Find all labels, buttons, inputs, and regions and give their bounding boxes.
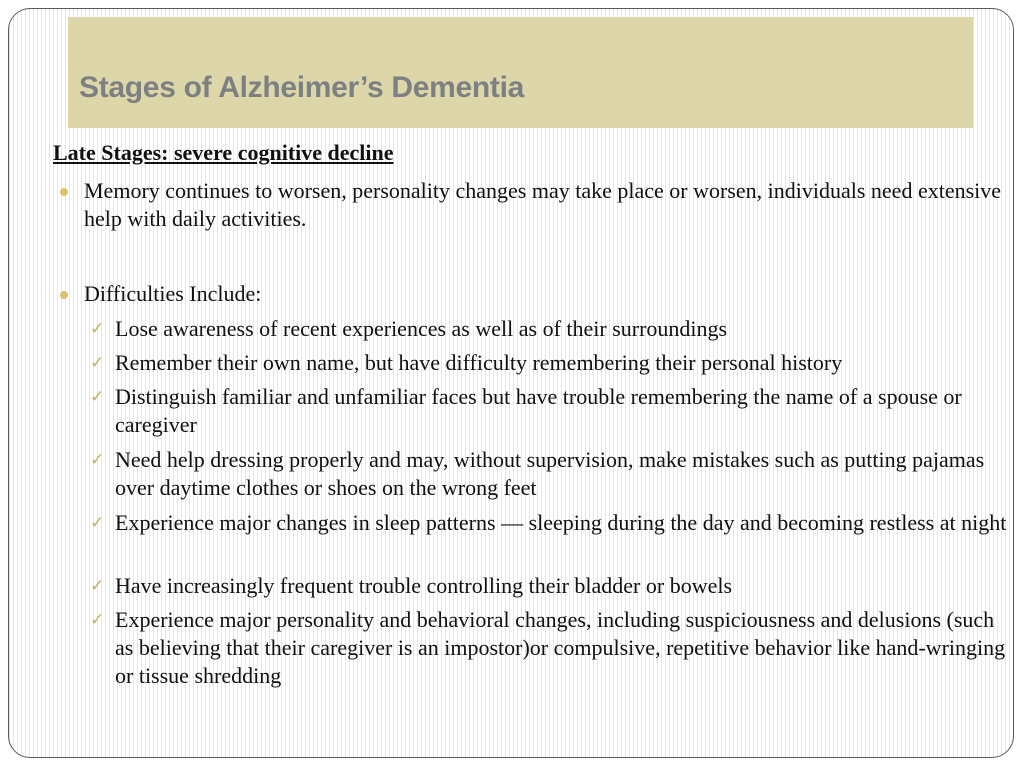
checkmark-icon: ✓: [90, 353, 105, 373]
slide-title: Stages of Alzheimer’s Dementia: [79, 71, 525, 104]
checkmark-icon: ✓: [90, 513, 105, 533]
difficulty-text: Distinguish familiar and unfamiliar faces but have trouble remembering the name of a spouse or caregiver: [115, 384, 962, 437]
section-heading: Late Stages: severe cognitive decline: [53, 140, 394, 165]
difficulty-text: Experience major changes in sleep patterns — sleeping during the day and becoming restless at night: [115, 510, 1007, 535]
checkmark-icon: ✓: [90, 450, 105, 470]
checkmark-icon: ✓: [90, 319, 105, 339]
difficulty-text: Remember their own name, but have difficulty remembering their personal history: [115, 350, 843, 375]
bullet-text: Difficulties Include:: [84, 281, 262, 306]
bullet-dot-icon: [60, 188, 68, 196]
difficulty-text: Experience major personality and behavioral changes, including suspiciousness and delusions (such as believing that their caregiver is an impostor)or compulsive, repetitive behavior like hand-wringing or tissue shredding: [115, 607, 1006, 688]
checkmark-icon: ✓: [90, 576, 105, 596]
bullet-text: Memory continues to worsen, personality changes may take place or worsen, individuals need extensive help with daily activities.: [84, 178, 1002, 231]
checkmark-icon: ✓: [90, 387, 105, 407]
bullet-dot-icon: [60, 291, 68, 299]
difficulty-text: Have increasingly frequent trouble controlling their bladder or bowels: [115, 573, 733, 598]
difficulty-text: Lose awareness of recent experiences as well as of their surroundings: [115, 316, 728, 341]
checkmark-icon: ✓: [90, 610, 105, 630]
difficulty-text: Need help dressing properly and may, without supervision, make mistakes such as putting pajamas over daytime clothes or shoes on the wrong feet: [115, 447, 985, 500]
